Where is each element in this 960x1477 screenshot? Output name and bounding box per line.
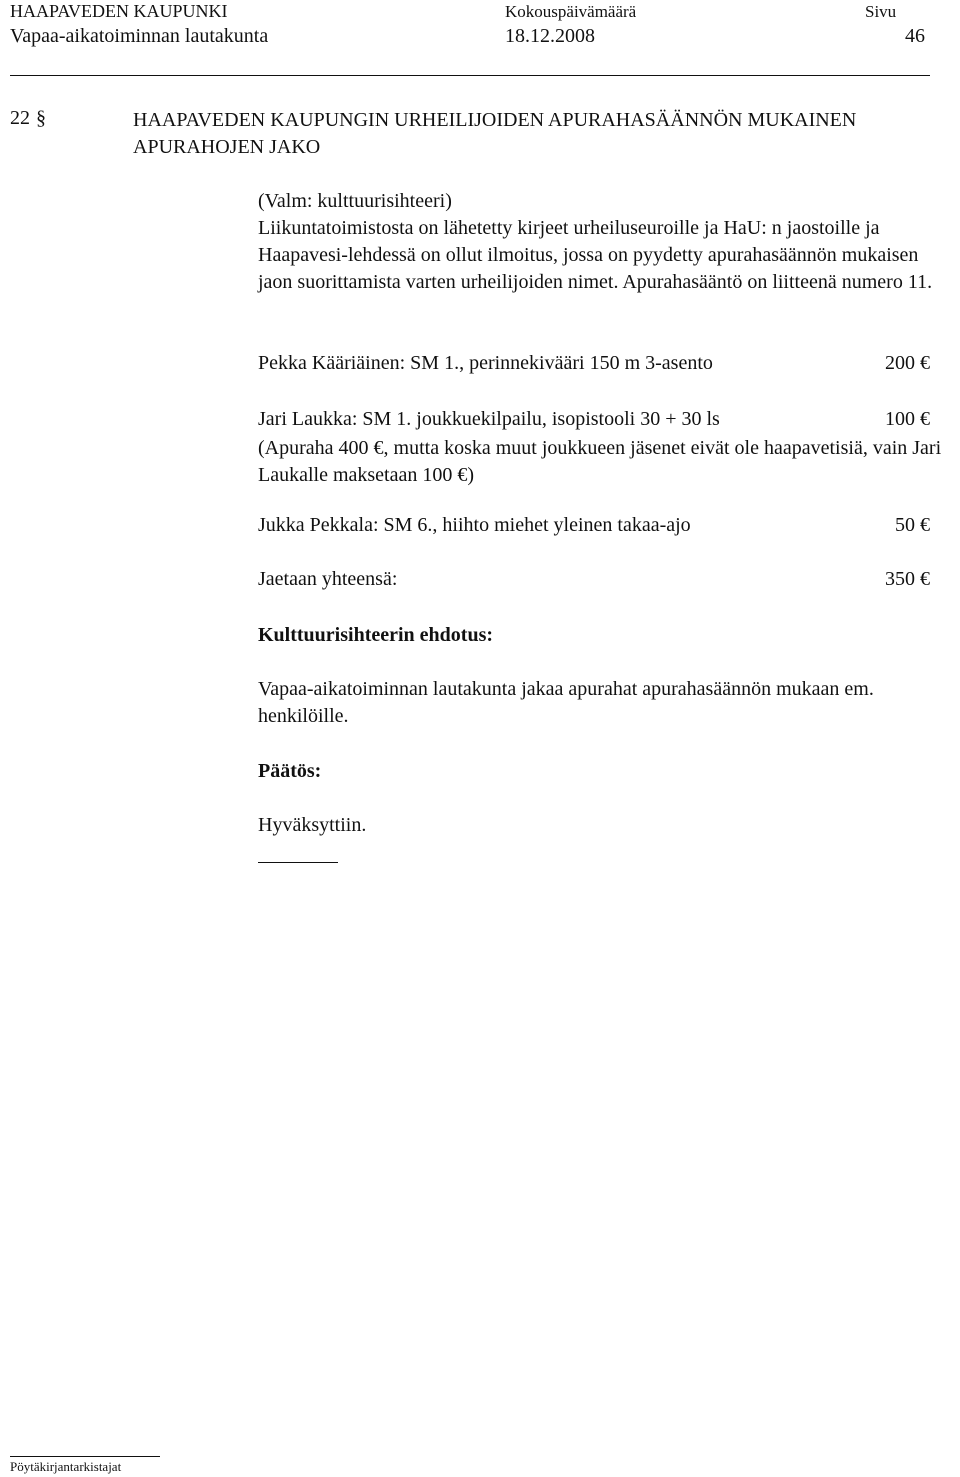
total-row [258,568,930,595]
footer-signature-line [10,1456,160,1457]
grant-amount: 50 € [895,514,930,536]
grant-recipient: Jari Laukka: SM 1. joukkuekilpailu, isopistooli 30 + 30 ls [258,408,720,430]
proposal-heading: Kulttuurisihteerin ehdotus: [258,624,494,646]
section-number: 22 [10,107,30,129]
header-divider [10,75,930,76]
page-number: 46 [905,25,925,47]
organization-name: HAAPAVEDEN KAUPUNKI [10,1,228,21]
grant-note: (Apuraha 400 €, mutta koska muut joukkueen jäsenet eivät ole haapavetisiä, vain Jari Laukalle maksetaan 100 €) [258,437,942,486]
section-end-line [258,862,338,863]
proposal-text: Vapaa-aikatoiminnan lautakunta jakaa apurahat apurahasäännön mukaan em. henkilöille. [258,678,874,727]
grant-row [258,352,930,379]
meeting-date-label: Kokouspäivämäärä [505,2,637,21]
grant-amount: 100 € [885,408,930,430]
board-name: Vapaa-aikatoiminnan lautakunta [10,25,269,47]
decision-heading: Päätös: [258,760,322,782]
grant-row [258,514,930,541]
page-label: Sivu [865,2,897,21]
grant-amount: 200 € [885,352,930,374]
decision-text: Hyväksyttiin. [258,814,367,836]
total-label: Jaetaan yhteensä: [258,568,398,590]
grant-recipient: Jukka Pekkala: SM 6., hiihto miehet yleinen takaa-ajo [258,514,691,536]
preparer-note: (Valm: kulttuurisihteeri) [258,190,452,212]
total-amount: 350 € [885,568,930,590]
section-title: HAAPAVEDEN KAUPUNGIN URHEILIJOIDEN APURAHASÄÄNNÖN MUKAINEN APURAHOJEN JAKO [133,109,857,158]
footer-label: Pöytäkirjantarkistajat [10,1459,122,1474]
intro-paragraph: Liikuntatoimistosta on lähetetty kirjeet urheiluseuroille ja HaU: n jaostoille ja Haapavesi-lehdessä on ollut ilmoitus, jossa on pyydetty apurahasäännön mukaisen jaon suorittamista varten urheilijoiden nimet. Apurahasääntö on liitteenä numero 11. [258,217,933,293]
section-sign: § [36,107,46,129]
meeting-date: 18.12.2008 [505,25,595,47]
grant-recipient: Pekka Kääriäinen: SM 1., perinnekivääri 150 m 3-asento [258,352,713,374]
grant-row [258,408,930,435]
